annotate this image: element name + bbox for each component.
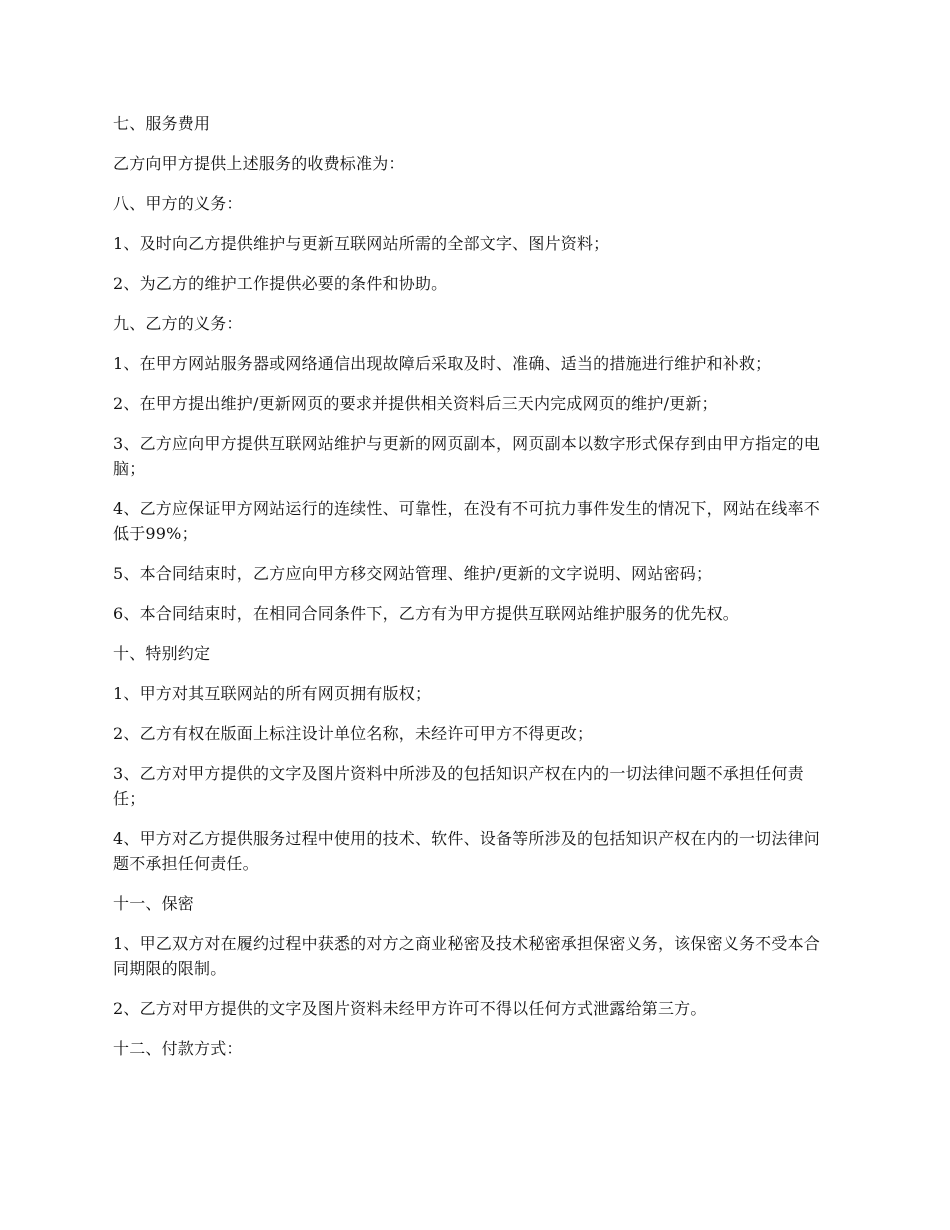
paragraph-fee-standard: 乙方向甲方提供上述服务的收费标准为： (113, 154, 405, 173)
party-b-obligation-4: 4、乙方应保证甲方网站运行的连续性、可靠性，在没有不可抗力事件发生的情况下，网站在线率不低于99%； (113, 499, 820, 543)
party-b-obligation-5: 5、本合同结束时，乙方应向甲方移交网站管理、维护/更新的文字说明、网站密码； (113, 564, 713, 583)
confidentiality-clause-2: 2、乙方对甲方提供的文字及图片资料未经甲方许可不得以任何方式泄露给第三方。 (113, 999, 707, 1018)
section-heading-service-fees: 七、服务费用 (113, 114, 211, 133)
section-heading-party-a-obligations: 八、甲方的义务： (113, 194, 243, 213)
section-heading-confidentiality: 十一、保密 (113, 894, 195, 913)
section-heading-party-b-obligations: 九、乙方的义务： (113, 314, 243, 333)
party-b-obligation-1: 1、在甲方网站服务器或网络通信出现故障后采取及时、准确、适当的措施进行维护和补救； (113, 354, 772, 373)
confidentiality-clause-1: 1、甲乙双方对在履约过程中获悉的对方之商业秘密及技术秘密承担保密义务，该保密义务不受本合同期限的限制。 (113, 934, 820, 978)
special-provision-2: 2、乙方有权在版面上标注设计单位名称，未经许可甲方不得更改； (113, 724, 594, 743)
document-body (113, 111, 835, 1076)
party-a-obligation-1: 1、及时向乙方提供维护与更新互联网站所需的全部文字、图片资料； (113, 234, 610, 253)
party-b-obligation-2: 2、在甲方提出维护/更新网页的要求并提供相关资料后三天内完成网页的维护/更新； (113, 394, 718, 413)
special-provision-4: 4、甲方对乙方提供服务过程中使用的技术、软件、设备等所涉及的包括知识产权在内的一切法律问题不承担任何责任。 (113, 829, 820, 873)
section-heading-payment-method: 十二、付款方式： (113, 1039, 243, 1058)
party-b-obligation-3: 3、乙方应向甲方提供互联网站维护与更新的网页副本，网页副本以数字形式保存到由甲方指定的电脑； (113, 434, 820, 478)
special-provision-1: 1、甲方对其互联网站的所有网页拥有版权； (113, 684, 432, 703)
party-a-obligation-2: 2、为乙方的维护工作提供必要的条件和协助。 (113, 274, 448, 293)
special-provision-3: 3、乙方对甲方提供的文字及图片资料中所涉及的包括知识产权在内的一切法律问题不承担任何责任； (113, 764, 804, 808)
section-heading-special-provisions: 十、特别约定 (113, 644, 211, 663)
party-b-obligation-6: 6、本合同结束时，在相同合同条件下，乙方有为甲方提供互联网站维护服务的优先权。 (113, 604, 739, 623)
